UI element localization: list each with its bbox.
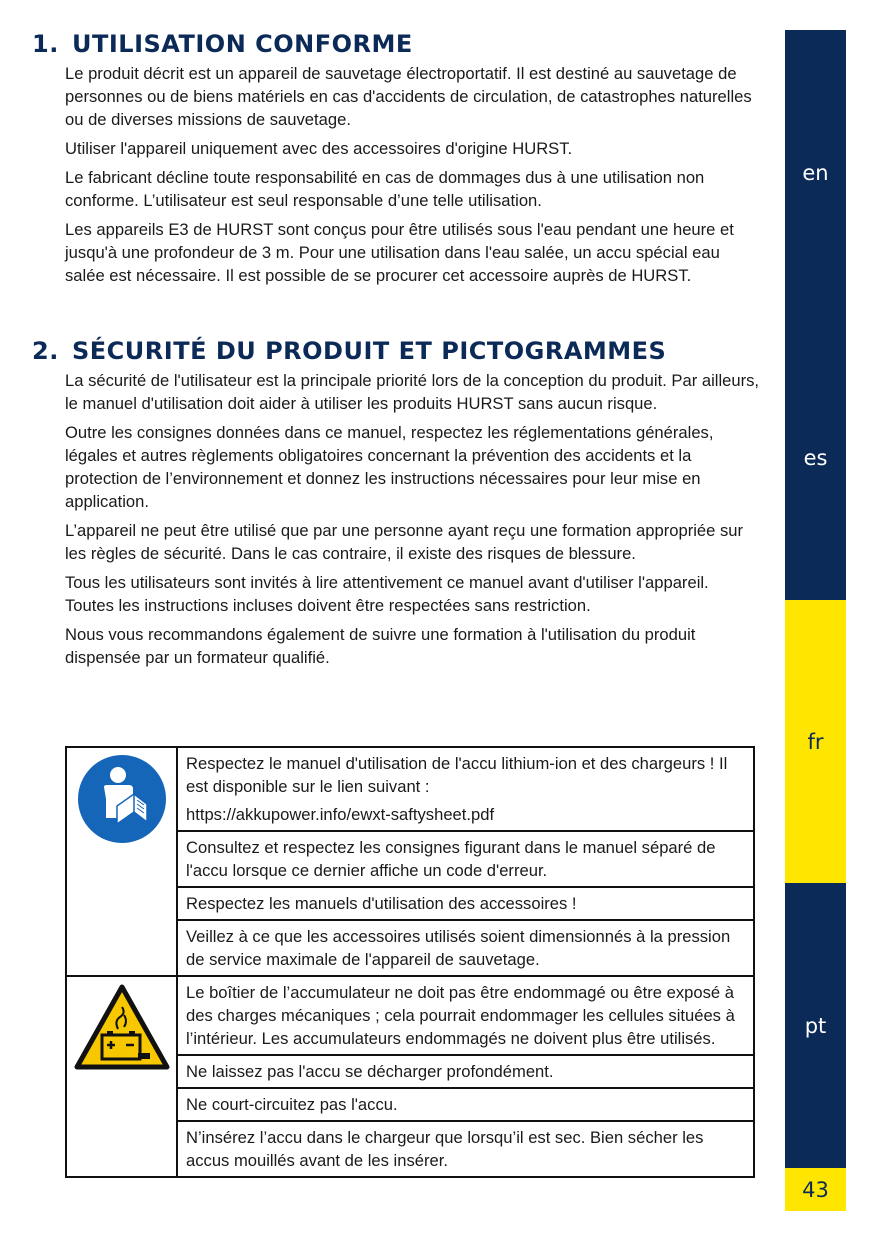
manual-row-1 xyxy=(177,747,754,831)
manual-row-3 xyxy=(177,887,754,920)
paragraph: Les appareils E3 de HURST sont conçus pour être utilisés sous l'eau pendant une heure et jusqu'à une profondeur de 3 m. Pour une utilisation dans l'eau salée, un accu spécial eau salée est nécessaire. Il est possible de se procurer cet accessoire auprès de HURST. xyxy=(65,220,734,285)
row-text: Respectez le manuel d'utilisation de l'accu lithium-ion et des chargeurs ! Il est disponible sur le lien suivant : xyxy=(186,754,728,796)
paragraph: Nous vous recommandons également de suivre une formation à l'utilisation du produit dispensée par un formateur qualifié. xyxy=(65,625,696,667)
language-tab-en[interactable]: en xyxy=(785,30,846,315)
row-text: Veillez à ce que les accessoires utilisés soient dimensionnés à la pression de service maximale de l'appareil de sauvetage. xyxy=(186,927,731,969)
paragraph: Tous les utilisateurs sont invités à lire attentivement ce manuel avant d'utiliser l'appareil. Toutes les instructions incluses doivent être respectées sans restriction. xyxy=(65,573,709,615)
section-1-number: 1. xyxy=(32,30,59,58)
section-2-heading xyxy=(32,337,666,365)
row-text: Ne laissez pas l'accu se décharger profondément. xyxy=(186,1062,554,1081)
table-row xyxy=(66,747,754,831)
language-tab-es[interactable]: es xyxy=(785,315,846,600)
row-text: N’insérez l’accu dans le chargeur que lorsqu’il est sec. Bien sécher les accus mouillés avant de les insérer. xyxy=(186,1128,704,1170)
battery-row-2 xyxy=(177,1055,754,1088)
language-tab-fr[interactable]: fr xyxy=(785,600,846,883)
safety-table xyxy=(65,746,755,1178)
row-text: Respectez les manuels d'utilisation des accessoires ! xyxy=(186,894,577,913)
battery-row-3 xyxy=(177,1088,754,1121)
section-2-body xyxy=(65,369,760,675)
table-row xyxy=(66,976,754,1055)
battery-icon-cell xyxy=(66,976,177,1177)
section-1-heading xyxy=(32,30,413,58)
paragraph: Le produit décrit est un appareil de sauvetage électroportatif. Il est destiné au sauvetage de personnes ou de biens matériels en cas d'accidents de circulation, de catastrophes naturelles ou de diverses missions de sauvetage. xyxy=(65,64,752,129)
manual-row-4 xyxy=(177,920,754,976)
row-text: Consultez et respectez les consignes figurant dans le manuel séparé de l'accu lorsque ce dernier affiche un code d'erreur. xyxy=(186,838,716,880)
paragraph: La sécurité de l'utilisateur est la principale priorité lors de la conception du produit. Par ailleurs, le manuel d'utilisation doit aider à utiliser les produits HURST sans aucun risque. xyxy=(65,371,760,413)
battery-sheet-link[interactable]: https://akkupower.info/ewxt-saftysheet.pdf xyxy=(186,805,495,824)
section-1-body xyxy=(65,62,760,293)
row-text: Le boîtier de l’accumulateur ne doit pas être endommagé ou être exposé à des charges mécaniques ; cela pourrait endommager les cellules situées à l’intérieur. Les accumulateurs endommagés ne doivent plus être utilisés. xyxy=(186,983,735,1048)
section-2-number: 2. xyxy=(32,337,59,365)
manual-icon-cell xyxy=(66,747,177,976)
paragraph: L’appareil ne peut être utilisé que par une personne ayant reçu une formation appropriée sur les règles de sécurité. Dans le cas contraire, il existe des risques de blessure. xyxy=(65,521,744,563)
read-manual-icon xyxy=(77,754,167,844)
section-2-title: SÉCURITÉ DU PRODUIT ET PICTOGRAMMES xyxy=(72,337,667,365)
paragraph: Le fabricant décline toute responsabilité en cas de dommages dus à une utilisation non conforme. L’utilisateur est seul responsable d’une telle utilisation. xyxy=(65,168,705,210)
paragraph: Outre les consignes données dans ce manuel, respectez les réglementations générales, légales et autres règlements obligatoires concernant la prévention des accidents et la protection de l’environnement et donnez les instructions nécessaires pour leur mise en application. xyxy=(65,423,714,511)
section-1-title: UTILISATION CONFORME xyxy=(72,30,413,58)
row-text: Ne court-circuitez pas l'accu. xyxy=(186,1095,398,1114)
battery-warning-icon xyxy=(74,983,170,1071)
battery-row-4 xyxy=(177,1121,754,1177)
manual-row-2 xyxy=(177,831,754,887)
battery-row-1 xyxy=(177,976,754,1055)
paragraph: Utiliser l'appareil uniquement avec des accessoires d'origine HURST. xyxy=(65,139,573,158)
page-number: 43 xyxy=(785,1168,846,1211)
language-tab-pt[interactable]: pt xyxy=(785,883,846,1168)
